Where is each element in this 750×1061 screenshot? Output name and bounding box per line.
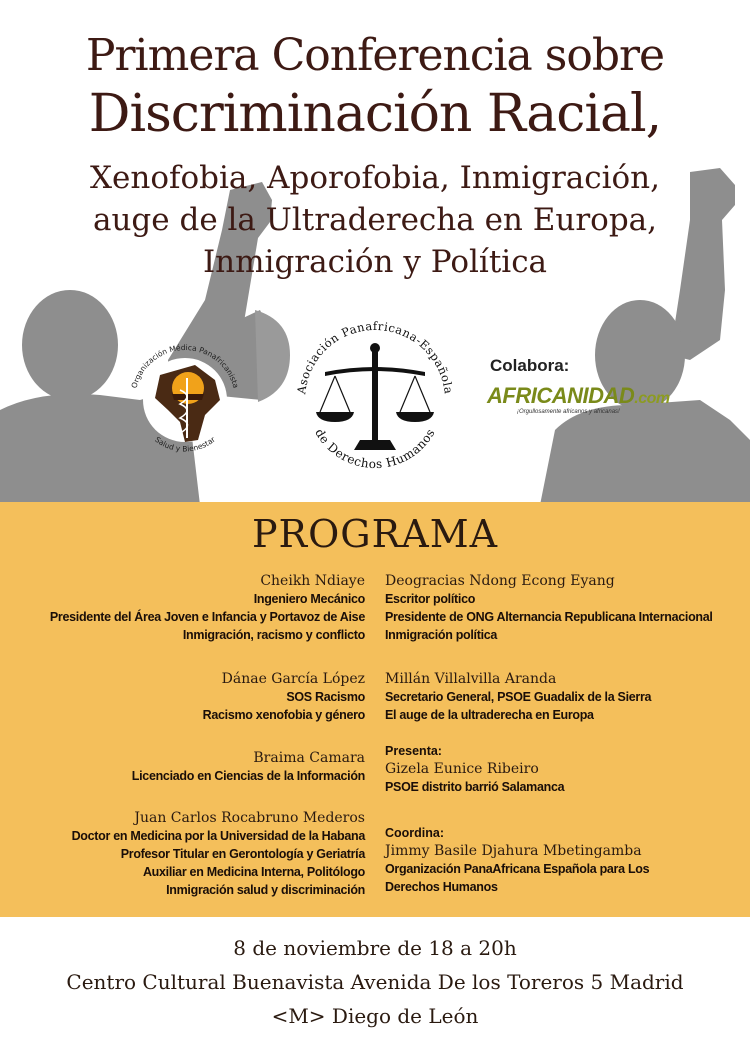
- programa-heading: PROGRAMA: [251, 512, 499, 556]
- event-venue: Centro Cultural Buenavista Avenida De los Toreros 5 Madrid: [66, 970, 684, 994]
- speaker-detail: Derechos Humanos: [385, 880, 498, 894]
- speaker-detail: Organización PanaAfricana Española para Los: [385, 862, 650, 876]
- speaker-detail: Presidente del Área Joven e Infancia y Portavoz de Aise: [49, 610, 365, 624]
- speaker-name: Dánae García López: [221, 671, 365, 687]
- speaker-detail: Inmigración salud y discriminación: [166, 883, 365, 897]
- title-line-5: Inmigración y Política: [202, 244, 548, 280]
- event-date: 8 de noviembre de 18 a 20h: [233, 936, 517, 960]
- speaker-name: Gizela Eunice Ribeiro: [385, 761, 539, 777]
- title-line-1: Primera Conferencia sobre: [85, 30, 665, 81]
- speaker-block: [5, 572, 365, 644]
- speaker-detail: Inmigración política: [385, 628, 498, 642]
- title-line-4: auge de la Ultraderecha en Europa,: [92, 202, 658, 238]
- speaker-detail: Doctor en Medicina por la Universidad de la Habana: [71, 829, 365, 843]
- role-label: Presenta:: [385, 744, 442, 758]
- org-logo-top-text: Organización Médica Panafricanista: [129, 342, 241, 390]
- speaker-detail: SOS Racismo: [286, 690, 365, 704]
- speaker-block: [385, 572, 745, 644]
- speaker-block: [5, 809, 365, 899]
- speaker-block: [5, 670, 365, 724]
- presenter-block: [385, 742, 745, 796]
- speaker-block: [385, 670, 745, 724]
- africanidad-logo: [487, 383, 670, 409]
- africanidad-tagline: ¡Orgullosamente africanos y africanas!: [517, 409, 620, 415]
- coordinator-block: [385, 824, 745, 896]
- org-medica-logo: [120, 330, 250, 460]
- speaker-detail: Profesor Titular en Gerontología y Geriatría: [120, 847, 365, 861]
- speaker-name: Cheikh Ndiaye: [260, 573, 365, 589]
- colabora-label: Colabora:: [490, 356, 570, 375]
- speaker-name: Juan Carlos Rocabruno Mederos: [134, 810, 365, 826]
- org-logo-bottom-text: Salud y Bienestar: [153, 434, 217, 454]
- speaker-detail: Auxiliar en Medicina Interna, Politólogo: [142, 865, 365, 879]
- speaker-detail: Ingeniero Mecánico: [253, 592, 365, 606]
- title-line-2: Discriminación Racial,: [88, 84, 662, 144]
- speaker-name: Deogracias Ndong Econg Eyang: [385, 573, 615, 589]
- event-metro: <M> Diego de León: [271, 1004, 479, 1028]
- speaker-block: [5, 749, 365, 785]
- speaker-detail: Licenciado en Ciencias de la Información: [131, 769, 365, 783]
- africanidad-suffix: .com: [634, 390, 670, 407]
- speaker-detail: Inmigración, racismo y conflicto: [182, 628, 365, 642]
- asociacion-bottom-text: de Derechos Humanos: [312, 426, 438, 472]
- speaker-name: Millán Villalvilla Aranda: [385, 671, 557, 687]
- asociacion-logo: [280, 300, 470, 490]
- africanidad-brand: AFRICANIDAD: [487, 383, 635, 408]
- speaker-detail: PSOE distrito barrió Salamanca: [385, 780, 565, 794]
- speaker-detail: El auge de la ultraderecha en Europa: [385, 708, 594, 722]
- asociacion-top-text: Asociación Panafricana-Española: [294, 318, 456, 395]
- speaker-name: Jimmy Basile Djahura Mbetingamba: [385, 843, 642, 859]
- speaker-detail: Escritor político: [385, 592, 476, 606]
- role-label: Coordina:: [385, 826, 445, 840]
- speaker-name: Braima Camara: [253, 750, 365, 766]
- speaker-detail: Presidente de ONG Alternancia Republicana Internacional: [385, 610, 713, 624]
- title-line-3: Xenofobia, Aporofobia, Inmigración,: [89, 160, 661, 196]
- speaker-detail: Racismo xenofobia y género: [202, 708, 365, 722]
- speaker-detail: Secretario General, PSOE Guadalix de la Sierra: [385, 690, 652, 704]
